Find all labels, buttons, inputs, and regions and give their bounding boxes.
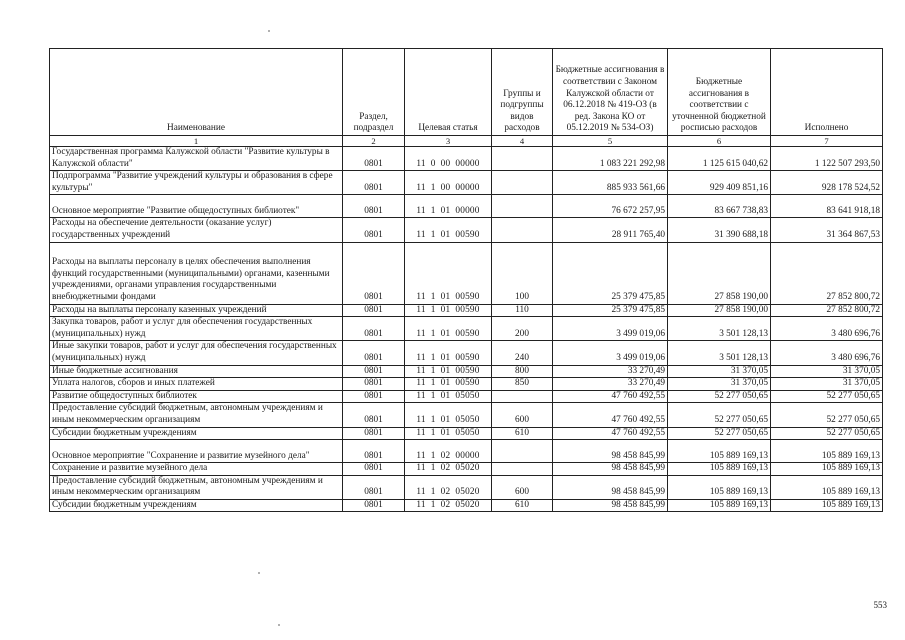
row-target-article: 11 1 01 00590 bbox=[405, 242, 492, 304]
row-executed-amount: 27 852 800,72 bbox=[771, 304, 883, 317]
row-law-allocation: 98 458 845,99 bbox=[553, 475, 668, 499]
row-target-article: 11 1 02 05020 bbox=[405, 499, 492, 512]
row-executed-amount: 928 178 524,52 bbox=[771, 171, 883, 195]
row-section: 0801 bbox=[343, 427, 405, 440]
row-executed-amount: 31 370,05 bbox=[771, 365, 883, 378]
row-expense-group bbox=[492, 195, 553, 218]
row-expense-group: 610 bbox=[492, 427, 553, 440]
budget-execution-table bbox=[49, 48, 883, 512]
row-section: 0801 bbox=[343, 171, 405, 195]
row-target-article: 11 1 01 00590 bbox=[405, 365, 492, 378]
row-executed-amount: 83 641 918,18 bbox=[771, 195, 883, 218]
row-section: 0801 bbox=[343, 304, 405, 317]
row-law-allocation: 25 379 475,85 bbox=[553, 242, 668, 304]
row-revised-allocation: 52 277 050,65 bbox=[668, 427, 771, 440]
row-revised-allocation: 27 858 190,00 bbox=[668, 242, 771, 304]
row-name: Государственная программа Калужской области "Развитие культуры в Калужской области" bbox=[50, 147, 343, 171]
column-number-row bbox=[50, 136, 883, 147]
row-law-allocation: 47 760 492,55 bbox=[553, 427, 668, 440]
row-section: 0801 bbox=[343, 195, 405, 218]
row-section: 0801 bbox=[343, 365, 405, 378]
row-expense-group: 800 bbox=[492, 365, 553, 378]
scan-speck bbox=[258, 572, 260, 574]
row-target-article: 11 1 01 00590 bbox=[405, 218, 492, 242]
row-target-article: 11 1 01 00000 bbox=[405, 195, 492, 218]
row-section: 0801 bbox=[343, 317, 405, 341]
row-expense-group: 600 bbox=[492, 403, 553, 427]
row-target-article: 11 1 01 05050 bbox=[405, 403, 492, 427]
row-revised-allocation: 31 370,05 bbox=[668, 365, 771, 378]
row-law-allocation: 1 083 221 292,98 bbox=[553, 147, 668, 171]
row-target-article: 11 1 01 05050 bbox=[405, 390, 492, 403]
page-number: 553 bbox=[873, 600, 887, 610]
row-expense-group: 200 bbox=[492, 317, 553, 341]
row-name: Предоставление субсидий бюджетным, автономным учреждениям и иным некоммерческим организациям bbox=[50, 475, 343, 499]
column-number: 3 bbox=[405, 136, 492, 147]
row-revised-allocation: 3 501 128,13 bbox=[668, 341, 771, 365]
row-law-allocation: 885 933 561,66 bbox=[553, 171, 668, 195]
column-number: 5 bbox=[553, 136, 668, 147]
row-expense-group: 610 bbox=[492, 499, 553, 512]
row-expense-group: 110 bbox=[492, 304, 553, 317]
row-executed-amount: 105 889 169,13 bbox=[771, 440, 883, 463]
row-executed-amount: 3 480 696,76 bbox=[771, 317, 883, 341]
row-revised-allocation: 105 889 169,13 bbox=[668, 463, 771, 476]
header-group: Группы и подгруппы видов расходов bbox=[492, 49, 553, 136]
row-revised-allocation: 52 277 050,65 bbox=[668, 403, 771, 427]
table-row bbox=[50, 341, 883, 365]
row-revised-allocation: 929 409 851,16 bbox=[668, 171, 771, 195]
row-expense-group bbox=[492, 463, 553, 476]
row-executed-amount: 3 480 696,76 bbox=[771, 341, 883, 365]
header-law-allocations: Бюджетные ассигнования в соответствии с Законом Калужской области от 06.12.2018 № 419-ОЗ (в ред. Закона КО от 05.12.2019 № 534-ОЗ) bbox=[553, 49, 668, 136]
row-executed-amount: 31 364 867,53 bbox=[771, 218, 883, 242]
row-name: Иные бюджетные ассигнования bbox=[50, 365, 343, 378]
row-revised-allocation: 1 125 615 040,62 bbox=[668, 147, 771, 171]
row-expense-group: 240 bbox=[492, 341, 553, 365]
row-name: Подпрограмма "Развитие учреждений культуры и образования в сфере культуры" bbox=[50, 171, 343, 195]
row-target-article: 11 1 02 05020 bbox=[405, 463, 492, 476]
header-section: Раздел, подраздел bbox=[343, 49, 405, 136]
row-section: 0801 bbox=[343, 218, 405, 242]
row-name: Закупка товаров, работ и услуг для обеспечения государственных (муниципальных) нужд bbox=[50, 317, 343, 341]
table-row bbox=[50, 440, 883, 463]
row-revised-allocation: 105 889 169,13 bbox=[668, 499, 771, 512]
row-expense-group: 100 bbox=[492, 242, 553, 304]
row-executed-amount: 52 277 050,65 bbox=[771, 403, 883, 427]
row-executed-amount: 105 889 169,13 bbox=[771, 463, 883, 476]
table-row bbox=[50, 171, 883, 195]
row-target-article: 11 1 02 05020 bbox=[405, 475, 492, 499]
row-name: Иные закупки товаров, работ и услуг для обеспечения государственных (муниципальных) нужд bbox=[50, 341, 343, 365]
row-revised-allocation: 3 501 128,13 bbox=[668, 317, 771, 341]
table-header-row bbox=[50, 49, 883, 136]
row-target-article: 11 1 02 00000 bbox=[405, 440, 492, 463]
row-revised-allocation: 83 667 738,83 bbox=[668, 195, 771, 218]
row-name: Уплата налогов, сборов и иных платежей bbox=[50, 378, 343, 391]
row-expense-group bbox=[492, 390, 553, 403]
row-section: 0801 bbox=[343, 242, 405, 304]
row-expense-group bbox=[492, 440, 553, 463]
row-section: 0801 bbox=[343, 463, 405, 476]
row-law-allocation: 98 458 845,99 bbox=[553, 463, 668, 476]
row-law-allocation: 33 270,49 bbox=[553, 365, 668, 378]
row-name: Субсидии бюджетным учреждениям bbox=[50, 427, 343, 440]
table-row bbox=[50, 195, 883, 218]
row-law-allocation: 28 911 765,40 bbox=[553, 218, 668, 242]
row-section: 0801 bbox=[343, 403, 405, 427]
row-executed-amount: 52 277 050,65 bbox=[771, 427, 883, 440]
column-number: 1 bbox=[50, 136, 343, 147]
row-name: Субсидии бюджетным учреждениям bbox=[50, 499, 343, 512]
row-expense-group: 850 bbox=[492, 378, 553, 391]
row-revised-allocation: 27 858 190,00 bbox=[668, 304, 771, 317]
row-name: Основное мероприятие "Развитие общедоступных библиотек" bbox=[50, 195, 343, 218]
row-expense-group bbox=[492, 171, 553, 195]
row-law-allocation: 33 270,49 bbox=[553, 378, 668, 391]
row-law-allocation: 25 379 475,85 bbox=[553, 304, 668, 317]
row-executed-amount: 27 852 800,72 bbox=[771, 242, 883, 304]
scan-speck bbox=[268, 30, 270, 32]
column-number: 7 bbox=[771, 136, 883, 147]
row-executed-amount: 105 889 169,13 bbox=[771, 475, 883, 499]
row-section: 0801 bbox=[343, 147, 405, 171]
table-row bbox=[50, 427, 883, 440]
row-executed-amount: 31 370,05 bbox=[771, 378, 883, 391]
row-executed-amount: 52 277 050,65 bbox=[771, 390, 883, 403]
row-name: Развитие общедоступных библиотек bbox=[50, 390, 343, 403]
table-row bbox=[50, 317, 883, 341]
table-row bbox=[50, 378, 883, 391]
row-law-allocation: 3 499 019,06 bbox=[553, 341, 668, 365]
row-target-article: 11 1 01 00590 bbox=[405, 341, 492, 365]
row-expense-group bbox=[492, 147, 553, 171]
row-section: 0801 bbox=[343, 390, 405, 403]
table-row bbox=[50, 218, 883, 242]
row-revised-allocation: 31 390 688,18 bbox=[668, 218, 771, 242]
table-row bbox=[50, 147, 883, 171]
table-row bbox=[50, 390, 883, 403]
row-section: 0801 bbox=[343, 499, 405, 512]
column-number: 2 bbox=[343, 136, 405, 147]
row-name: Расходы на выплаты персоналу казенных учреждений bbox=[50, 304, 343, 317]
row-name: Сохранение и развитие музейного дела bbox=[50, 463, 343, 476]
header-target: Целевая статья bbox=[405, 49, 492, 136]
row-target-article: 11 1 01 00590 bbox=[405, 304, 492, 317]
row-revised-allocation: 52 277 050,65 bbox=[668, 390, 771, 403]
row-target-article: 11 0 00 00000 bbox=[405, 147, 492, 171]
row-revised-allocation: 105 889 169,13 bbox=[668, 475, 771, 499]
row-law-allocation: 98 458 845,99 bbox=[553, 440, 668, 463]
row-law-allocation: 98 458 845,99 bbox=[553, 499, 668, 512]
row-name: Расходы на обеспечение деятельности (оказание услуг) государственных учреждений bbox=[50, 218, 343, 242]
row-executed-amount: 1 122 507 293,50 bbox=[771, 147, 883, 171]
row-section: 0801 bbox=[343, 475, 405, 499]
row-revised-allocation: 31 370,05 bbox=[668, 378, 771, 391]
table-row bbox=[50, 463, 883, 476]
table-row bbox=[50, 365, 883, 378]
row-name: Расходы на выплаты персоналу в целях обеспечения выполнения функций государственными (муниципальными) органами, казенными учреждениями, органами управления государственными внебюджетными фондами bbox=[50, 242, 343, 304]
row-target-article: 11 1 00 00000 bbox=[405, 171, 492, 195]
row-law-allocation: 3 499 019,06 bbox=[553, 317, 668, 341]
table-row bbox=[50, 242, 883, 304]
row-law-allocation: 76 672 257,95 bbox=[553, 195, 668, 218]
row-target-article: 11 1 01 00590 bbox=[405, 378, 492, 391]
row-section: 0801 bbox=[343, 378, 405, 391]
column-number: 6 bbox=[668, 136, 771, 147]
table-row bbox=[50, 304, 883, 317]
table-row bbox=[50, 403, 883, 427]
row-expense-group: 600 bbox=[492, 475, 553, 499]
row-section: 0801 bbox=[343, 341, 405, 365]
row-target-article: 11 1 01 05050 bbox=[405, 427, 492, 440]
row-name: Предоставление субсидий бюджетным, автономным учреждениям и иным некоммерческим организациям bbox=[50, 403, 343, 427]
row-name: Основное мероприятие "Сохранение и развитие музейного дела" bbox=[50, 440, 343, 463]
column-number: 4 bbox=[492, 136, 553, 147]
row-revised-allocation: 105 889 169,13 bbox=[668, 440, 771, 463]
row-expense-group bbox=[492, 218, 553, 242]
scan-speck bbox=[278, 624, 280, 626]
row-executed-amount: 105 889 169,13 bbox=[771, 499, 883, 512]
header-executed: Исполнено bbox=[771, 49, 883, 136]
row-law-allocation: 47 760 492,55 bbox=[553, 403, 668, 427]
row-target-article: 11 1 01 00590 bbox=[405, 317, 492, 341]
table-row bbox=[50, 499, 883, 512]
table-row bbox=[50, 475, 883, 499]
table-body bbox=[50, 147, 883, 512]
row-law-allocation: 47 760 492,55 bbox=[553, 390, 668, 403]
row-section: 0801 bbox=[343, 440, 405, 463]
header-name: Наименование bbox=[50, 49, 343, 136]
header-revised-allocations: Бюджетные ассигнования в соответствии с уточненной бюджетной росписью расходов bbox=[668, 49, 771, 136]
